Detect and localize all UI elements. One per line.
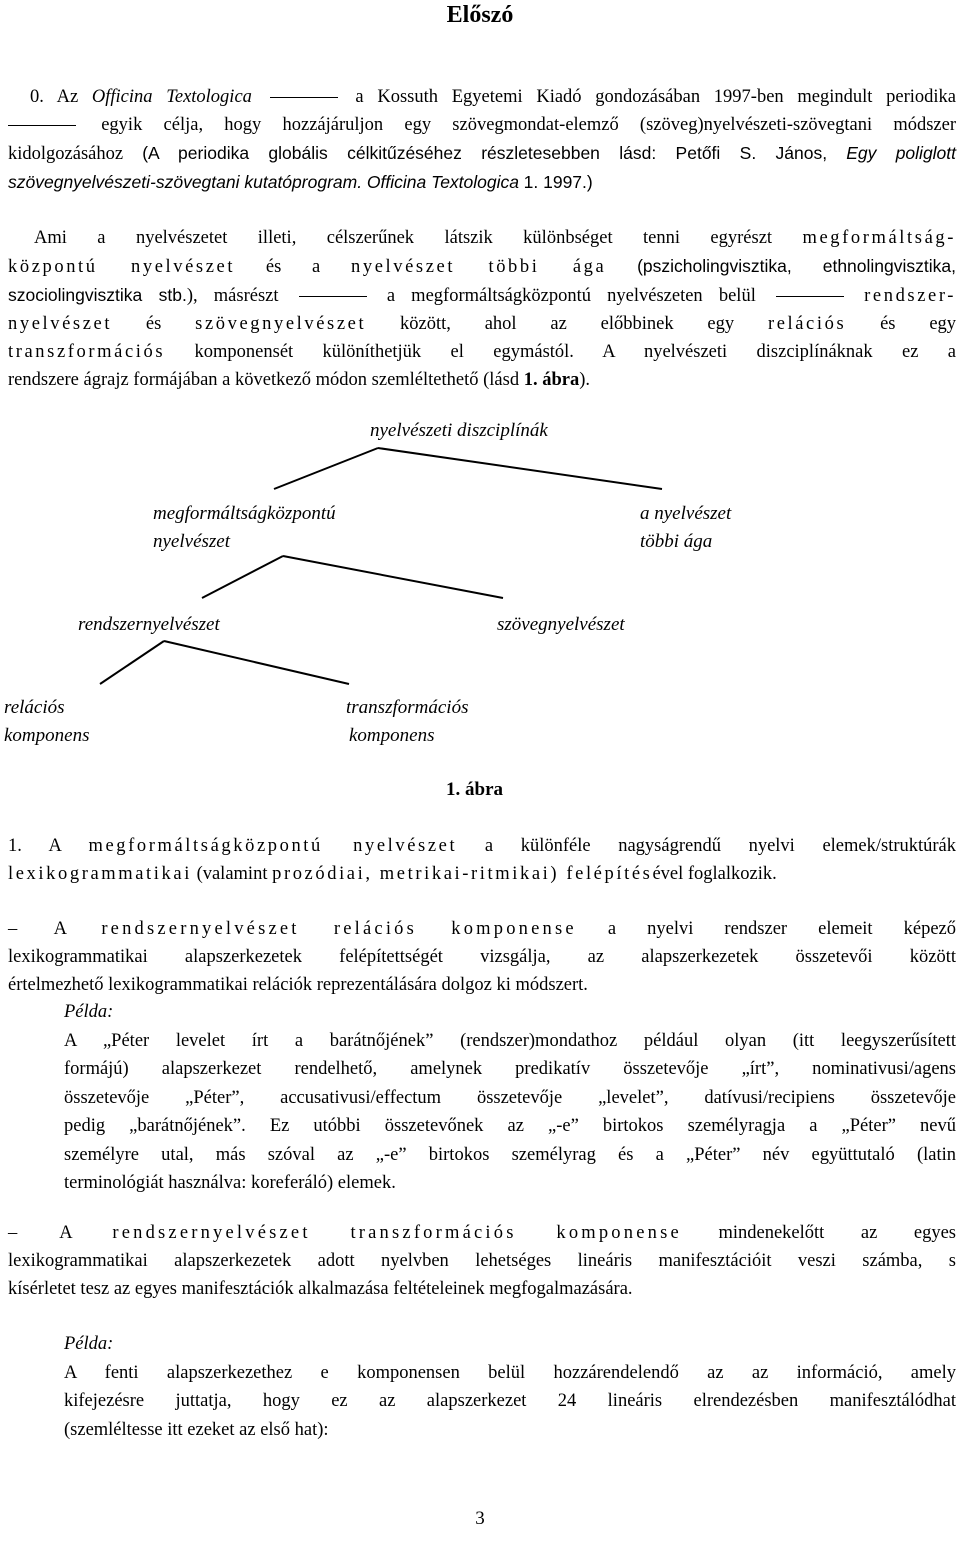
tree-node-system-linguistics: rendszernyelvészet [78, 614, 220, 635]
point-1-paragraph: 1. A megformáltságközpontú nyelvészet a különféle nagyságrendű nyelvi elemek/struktúrák lexikogrammatikai (valamint prozódiai, metrikai-ritmikai) felépítésével foglalkozik. [8, 836, 957, 884]
tree-node-transformational-component: transzformációs komponens [346, 697, 469, 746]
tree-node-relational-component: relációs komponens [4, 697, 90, 746]
intro-line-3: kidolgozásához (A periodika globális célkitűzéséhez részletesebben lásd: Petőfi S. János, Egy poliglott [8, 143, 957, 164]
figure-caption: 1. ábra [446, 779, 503, 800]
relational-component-paragraph: – A rendszernyelvészet relációs komponense a nyelvi rendszer elemeit képező lexikogrammatikai alapszerkezetek felépítettségét vizsgálja, az alapszerkezetek összetevői között értelmezhető lexikogrammatikai relációk reprezentálására dolgoz ki módszert. [8, 919, 957, 995]
tree-edge-root-left [274, 448, 378, 489]
transformational-component-paragraph: – A rendszernyelvészet transzformációs komponense mindenekelőtt az egyes lexikogrammatikai alapszerkezetek adott nyelvben lehetséges lineáris manifesztációit veszi számba, s kísérletet tesz az egyes manifesztációk alkalmazása feltételeinek megfogalmazására. [8, 1223, 956, 1299]
page-number: 3 [475, 1508, 485, 1529]
example-1: Példa: A „Péter levelet írt a barátnőjének” (rendszer)mondathoz például olyan (itt leegyszerűsített formájú) alapszerkezet rendelhető, amelynek predikatív összetevője „írt”, nominativusi/agens összetevője „Péter”, accusativusi/effectum összetevője „levelet”, datívusi/recipiens összetevője pedig „barátnőjének”. Ez utóbbi összetevőnek az „-e” birtokos személyragja a „Péter” nevű személyre utal, más szóval az „-e” birtokos személyrag és a „Péter” név együttutaló (latin terminológiát használva: koreferáló) elemek. [64, 998, 956, 1198]
tree-edge-left-rl [202, 556, 283, 598]
tree-edge-left-rr [283, 556, 503, 598]
tree-edge-rl-transform [164, 641, 349, 684]
tree-node-other-branches: a nyelvészet többi ága [640, 503, 732, 552]
example-label: Példa: [64, 1002, 114, 1022]
example-label: Példa: [64, 1334, 114, 1354]
tree-edge-root-right [378, 448, 662, 489]
intro-line-1: 0. Az Officina Textologica a Kossuth Egyetemi Kiadó gondozásában 1997-ben megindult periodika [30, 87, 957, 107]
tree-node-root: nyelvészeti diszciplínák [370, 420, 548, 441]
tree-edge-rl-relational [100, 641, 164, 684]
example-2: Példa: A fenti alapszerkezethez e komponensen belül hozzárendelendő az az információ, amely kifejezésre juttatja, hogy ez az alapszerkezet 24 lineáris elrendezésben manifesztálódhat (szemléltesse itt ezeket az első hat): [64, 1330, 956, 1444]
intro-line-2: egyik célja, hogy hozzájáruljon egy szövegmondat-elemző (szöveg)nyelvészeti-szövegtani módszer [8, 111, 956, 139]
disciplines-paragraph: Ami a nyelvészetet illeti, célszerűnek látszik különbséget tenni egyrészt megformáltság- központú nyelvészet és a nyelvészet többi ága (pszicholingvisztika, ethnolingvisztika, szociolingvisztika stb.), másrészt a megformáltságközpontú nyelvészeten belül rendszer- nyelvészet és szövegnyelvészet között, ahol az előbbinek egy relációs és egy transzformációs komponensét különíthetjük el egymástól. A nyelvészeti diszciplínáknak ez a rendszere ágrajz formájában a következő módon szemléltethető (lásd 1. ábra). [8, 228, 957, 390]
page-title: Előszó [446, 2, 514, 28]
intro-line-4: szövegnyelvészeti-szövegtani kutatóprogram. Officina Textologica 1. 1997.) [8, 172, 593, 192]
tree-node-formal-linguistics: megformáltságközpontú nyelvészet [153, 503, 336, 552]
tree-node-text-linguistics: szövegnyelvészet [497, 614, 625, 635]
